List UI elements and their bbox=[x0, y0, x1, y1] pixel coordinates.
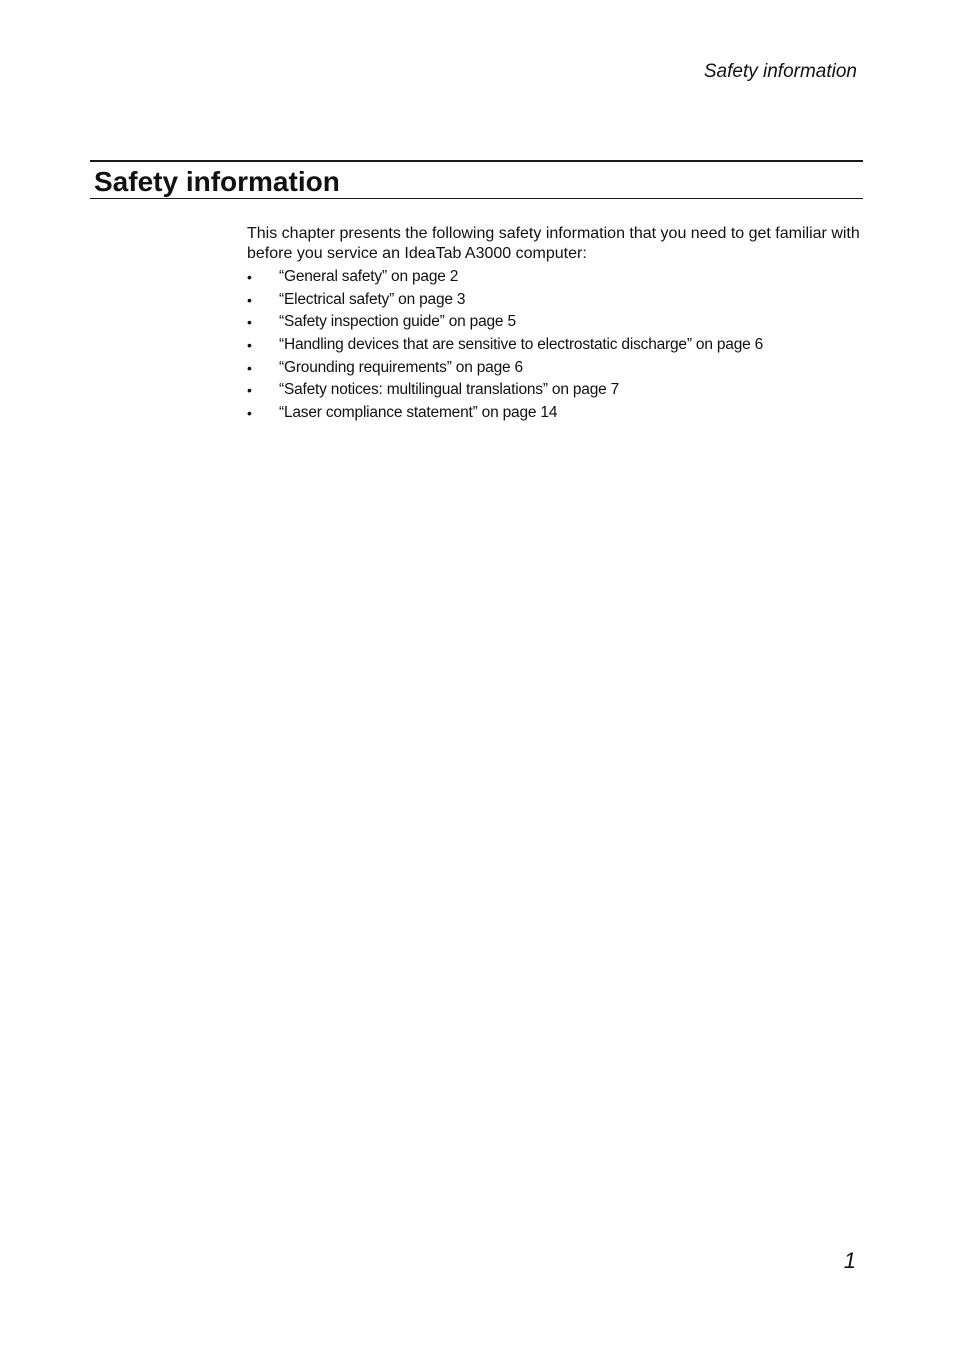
topic-link[interactable]: “General safety” on page 2 bbox=[279, 268, 459, 285]
intro-paragraph: This chapter presents the following safety information that you need to get familiar with before you service an IdeaTab A3000 computer: bbox=[247, 225, 860, 262]
topic-link[interactable]: “Safety notices: multilingual translations” on page 7 bbox=[279, 381, 620, 399]
topic-link[interactable]: “Electrical safety” on page 3 bbox=[279, 290, 466, 308]
topic-link[interactable]: “Laser compliance statement” on page 14 bbox=[279, 404, 558, 422]
topic-link[interactable]: “Handling devices that are sensitive to electrostatic discharge” on page 6 bbox=[279, 336, 764, 354]
bullet-icon: • bbox=[247, 337, 252, 354]
bullet-icon: • bbox=[247, 359, 252, 376]
page-number: 1 bbox=[843, 1248, 856, 1273]
chapter-title: Safety information bbox=[94, 166, 340, 197]
bullet-icon: • bbox=[247, 291, 252, 308]
bullet-icon: • bbox=[247, 382, 252, 399]
bullet-icon: • bbox=[247, 314, 252, 331]
running-header: Safety information bbox=[703, 61, 857, 82]
chapter-heading bbox=[90, 160, 863, 199]
bullet-icon: • bbox=[247, 269, 252, 285]
bullet-icon: • bbox=[247, 405, 252, 422]
topic-link[interactable]: “Safety inspection guide” on page 5 bbox=[279, 313, 516, 331]
topic-link[interactable]: “Grounding requirements” on page 6 bbox=[279, 358, 523, 376]
